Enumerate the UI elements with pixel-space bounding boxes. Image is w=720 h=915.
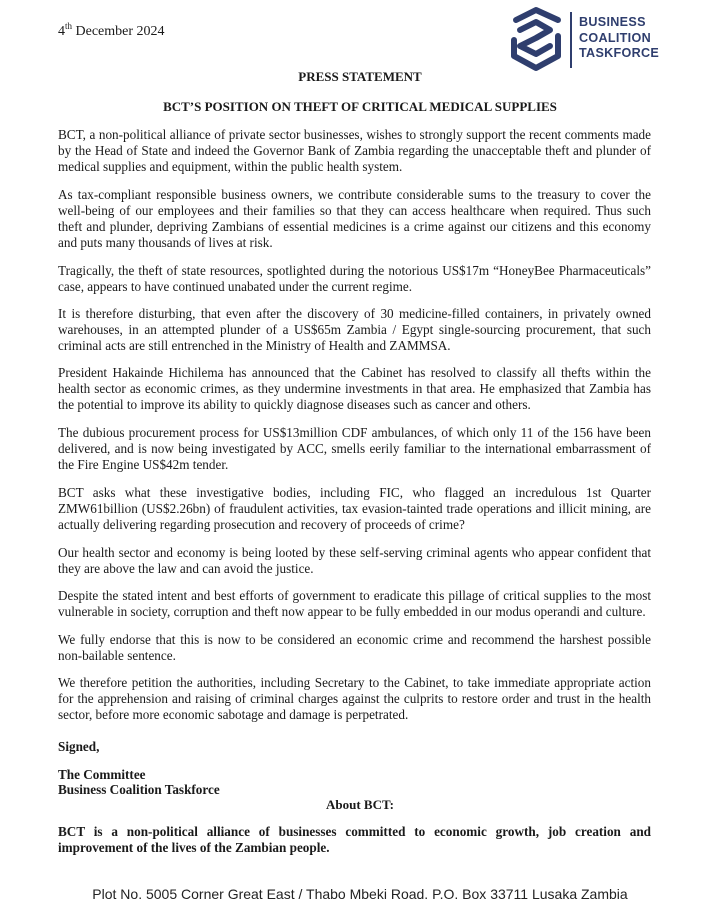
paragraph: It is therefore disturbing, that even after the discovery of 30 medicine-filled containers, in privately owned warehouses, in an attempted plunder of a US$65m Zambia / Egypt single-sourcing procurement, that such criminal acts are still entrenched in the Ministry of Health and ZAMMSA. xyxy=(58,306,651,353)
paragraph: We therefore petition the authorities, including Secretary to the Cabinet, to take immediate appropriate action for the apprehension and raising of criminal charges against the culprits to restore order and trust in the health sector, before more economic sabotage and damage is perpetrated. xyxy=(58,675,651,722)
paragraph: The dubious procurement process for US$13million CDF ambulances, of which only 11 of the 156 have been delivered, and is now being investigated by ACC, smells eerily familiar to the international embarrassment of the Fire Engine US$42m tender. xyxy=(58,425,651,472)
signed-label: Signed, xyxy=(58,739,100,754)
paragraph: Our health sector and economy is being looted by these self-serving criminal agents who appear confident that they are above the law and can avoid the justice. xyxy=(58,545,651,576)
date-suffix: th xyxy=(65,21,73,31)
paragraph: Tragically, the theft of state resources, spotlighted during the notorious US$17m “HoneyBee Pharmaceuticals” case, appears to have continued unabated under the current regime. xyxy=(58,263,651,294)
press-statement-title: PRESS STATEMENT xyxy=(298,69,422,84)
paragraph: As tax-compliant responsible business owners, we contribute considerable sums to the treasury to cover the well-being of our employees and their families so that they can access healthcare when required. Thus such theft and plunder, depriving Zambians of essential medicines is a crime against our citizens and this economy and puts many thousands of lives at risk. xyxy=(58,187,651,250)
about-text: BCT is a non-political alliance of businesses committed to economic growth, job creation and improvement of the lives of the Zambian people. xyxy=(58,824,651,855)
about-heading: About BCT: xyxy=(325,797,395,812)
paragraph: BCT, a non-political alliance of private sector businesses, wishes to strongly support the recent comments made by the Head of State and indeed the Governor Bank of Zambia regarding the unacceptable theft and plunder of medical supplies and equipment, within the public health system. xyxy=(58,127,651,174)
statement-subject: BCT’S POSITION ON THEFT OF CRITICAL MEDICAL SUPPLIES xyxy=(163,99,557,114)
logo-line-taskforce: TASKFORCE xyxy=(579,46,660,60)
signatory-committee: The Committee xyxy=(58,767,146,782)
paragraph: Despite the stated intent and best efforts of government to eradicate this pillage of critical supplies to the most vulnerable in society, corruption and theft now appear to be fully embedded in our modus operandi and culture. xyxy=(58,588,651,619)
paragraph: BCT asks what these investigative bodies, including FIC, who flagged an incredulous 1st Quarter ZMW61billion (US$2.26bn) of fraudulent activities, tax evasion-tainted trade operations and illicit mining, are actually delivering regarding prosecution and recovery of proceeds of crime? xyxy=(58,485,651,532)
date-day: 4 xyxy=(58,24,65,39)
bct-logo-mark-icon xyxy=(506,6,568,72)
bct-logo xyxy=(506,6,706,72)
footer-address: Plot No. 5005 Corner Great East / Thabo Mbeki Road. P.O. Box 33711 Lusaka Zambia xyxy=(92,886,628,902)
signatory-organization: Business Coalition Taskforce xyxy=(58,782,220,797)
logo-divider xyxy=(570,12,572,68)
statement-date xyxy=(58,21,165,40)
date-month-year: December 2024 xyxy=(72,24,165,39)
logo-wordmark xyxy=(579,15,659,62)
logo-line-business: BUSINESS xyxy=(579,15,646,29)
paragraph: President Hakainde Hichilema has announced that the Cabinet has resolved to classify all thefts within the health sector as economic crimes, as they undermine investments in that area. He emphasized that Zambia has the potential to improve its ability to quickly diagnose diseases such as cancer and others. xyxy=(58,365,651,412)
logo-line-coalition: COALITION xyxy=(579,30,651,45)
paragraph: We fully endorse that this is now to be considered an economic crime and recommend the harshest possible non-bailable sentence. xyxy=(58,632,651,663)
